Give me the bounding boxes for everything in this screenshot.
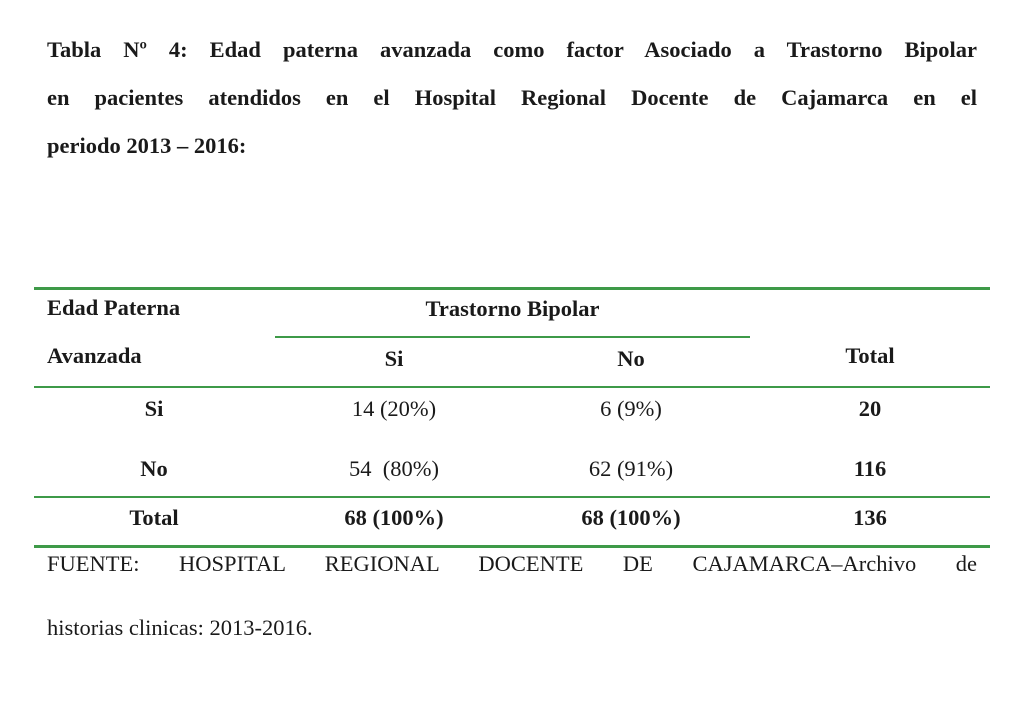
table-cell: 20	[858, 396, 882, 421]
total-row-label: Total	[129, 505, 179, 530]
total-cell: 68 (100%)	[344, 505, 444, 530]
table-bottom-rule	[34, 545, 990, 548]
table-row-label: No	[140, 456, 168, 481]
table-caption	[47, 26, 977, 170]
table-row-label: Si	[144, 396, 164, 421]
column-header-total: Total	[845, 343, 895, 368]
table-top-rule	[34, 287, 990, 290]
group-header: Trastorno Bipolar	[425, 296, 600, 321]
table-cell: 6 (9%)	[600, 396, 662, 421]
table-cell: 14 (20%)	[351, 396, 437, 421]
table-cell: 116	[853, 456, 887, 481]
caption-line-2: en pacientes atendidos en el Hospital Regional Docente de Cajamarca en el	[47, 85, 977, 110]
table-cell: 62 (91%)	[588, 456, 674, 481]
row-header-line-2: Avanzada	[47, 343, 142, 368]
caption-line-3: periodo 2013 – 2016:	[47, 133, 247, 158]
total-top-rule	[34, 496, 990, 498]
column-header-si: Si	[384, 346, 404, 371]
group-header-rule	[275, 336, 750, 338]
header-bottom-rule	[34, 386, 990, 388]
row-header-line-1: Edad Paterna	[47, 295, 181, 320]
source-note-line-2: historias clinicas: 2013-2016.	[47, 615, 313, 640]
total-cell: 136	[853, 505, 887, 530]
total-cell: 68 (100%)	[581, 505, 681, 530]
source-note-line-1: FUENTE: HOSPITAL REGIONAL DOCENTE DE CAJAMARCA–Archivo de	[47, 551, 977, 576]
caption-line-1: Tabla Nº 4: Edad paterna avanzada como factor Asociado a Trastorno Bipolar	[47, 37, 977, 62]
table-cell: 54 (80%)	[349, 456, 439, 481]
column-header-no: No	[617, 346, 645, 371]
